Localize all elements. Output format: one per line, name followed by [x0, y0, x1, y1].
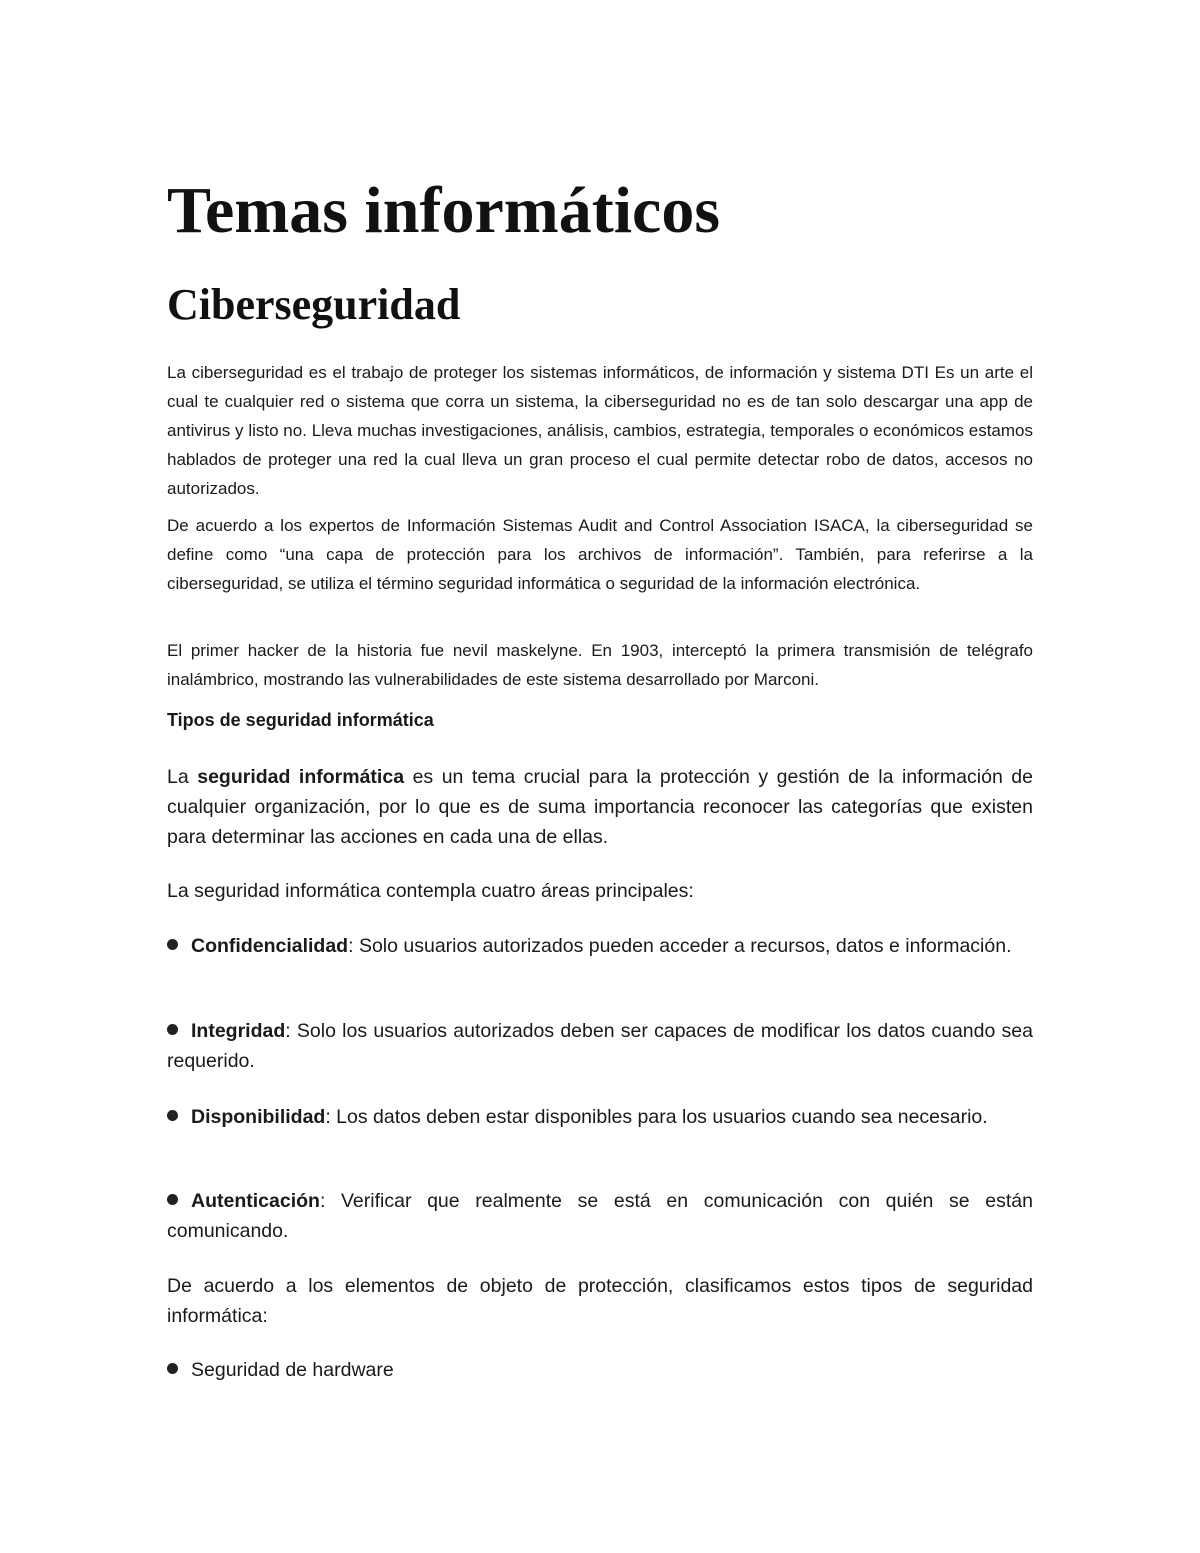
type-label: Seguridad de hardware — [191, 1359, 394, 1381]
area-term: Disponibilidad — [191, 1106, 326, 1128]
list-item-type — [167, 1355, 1033, 1385]
paragraph-definition: La ciberseguridad es el trabajo de proteger los sistemas informáticos, de información y sistema DTI Es un arte el cual te cualquier red o sistema que corra un sistema, la ciberseguridad no es de tan solo descargar una app de antivirus y listo no. Lleva muchas investigaciones, análisis, cambios, estrategia, temporales o económicos estamos hablados de proteger una red la cual lleva un gran proceso el cual permite detectar robo de datos, accesos no autorizados. — [167, 363, 1033, 498]
list-item-area — [167, 1186, 1033, 1246]
subheading-types: Tipos de seguridad informática — [167, 710, 434, 730]
bullet-icon — [167, 1110, 178, 1121]
paragraph-intro — [167, 762, 1033, 852]
paragraph-first-hacker: El primer hacker de la historia fue nevil maskelyne. En 1903, interceptó la primera transmisión de telégrafo inalámbrico, mostrando las vulnerabilidades de este sistema desarrollado por Marconi. — [167, 641, 1033, 689]
list-item-area — [167, 1102, 1033, 1132]
list-item-area — [167, 931, 1033, 961]
bullet-icon — [167, 1363, 178, 1374]
area-text: : Solo usuarios autorizados pueden acceder a recursos, datos e información. — [348, 935, 1012, 957]
paragraph-isaca: De acuerdo a los expertos de Información Sistemas Audit and Control Association ISACA, la ciberseguridad se define como “una capa de protección para los archivos de información”. También, para referirse a la ciberseguridad, se utiliza el término seguridad informática o seguridad de la información electrónica. — [167, 516, 1033, 593]
bullet-icon — [167, 1024, 178, 1035]
section-title: Ciberseguridad — [167, 280, 461, 329]
bullet-icon — [167, 939, 178, 950]
intro-prefix: La — [167, 766, 198, 788]
intro-bold-term: seguridad informática — [197, 766, 405, 788]
area-term: Confidencialidad — [191, 935, 349, 957]
intro-suffix: es un tema crucial para la protección y gestión de la información de cualquier organización, por lo que es de suma importancia reconocer las categorías que existen para determinar las acciones en cada una de ellas. — [167, 766, 1033, 848]
list-item-area — [167, 1016, 1033, 1076]
paragraph-areas-intro: La seguridad informática contempla cuatro áreas principales: — [167, 880, 694, 902]
area-term: Autenticación — [191, 1190, 320, 1212]
area-text: : Los datos deben estar disponibles para los usuarios cuando sea necesario. — [325, 1106, 988, 1128]
document-title: Temas informáticos — [167, 174, 721, 247]
area-term: Integridad — [191, 1020, 286, 1042]
bullet-icon — [167, 1194, 178, 1205]
area-text: : Solo los usuarios autorizados deben ser capaces de modificar los datos cuando sea requerido. — [167, 1020, 1033, 1072]
paragraph-classification-intro: De acuerdo a los elementos de objeto de protección, clasificamos estos tipos de seguridad informática: — [167, 1275, 1033, 1327]
area-text: : Verificar que realmente se está en comunicación con quién se están comunicando. — [167, 1190, 1033, 1242]
